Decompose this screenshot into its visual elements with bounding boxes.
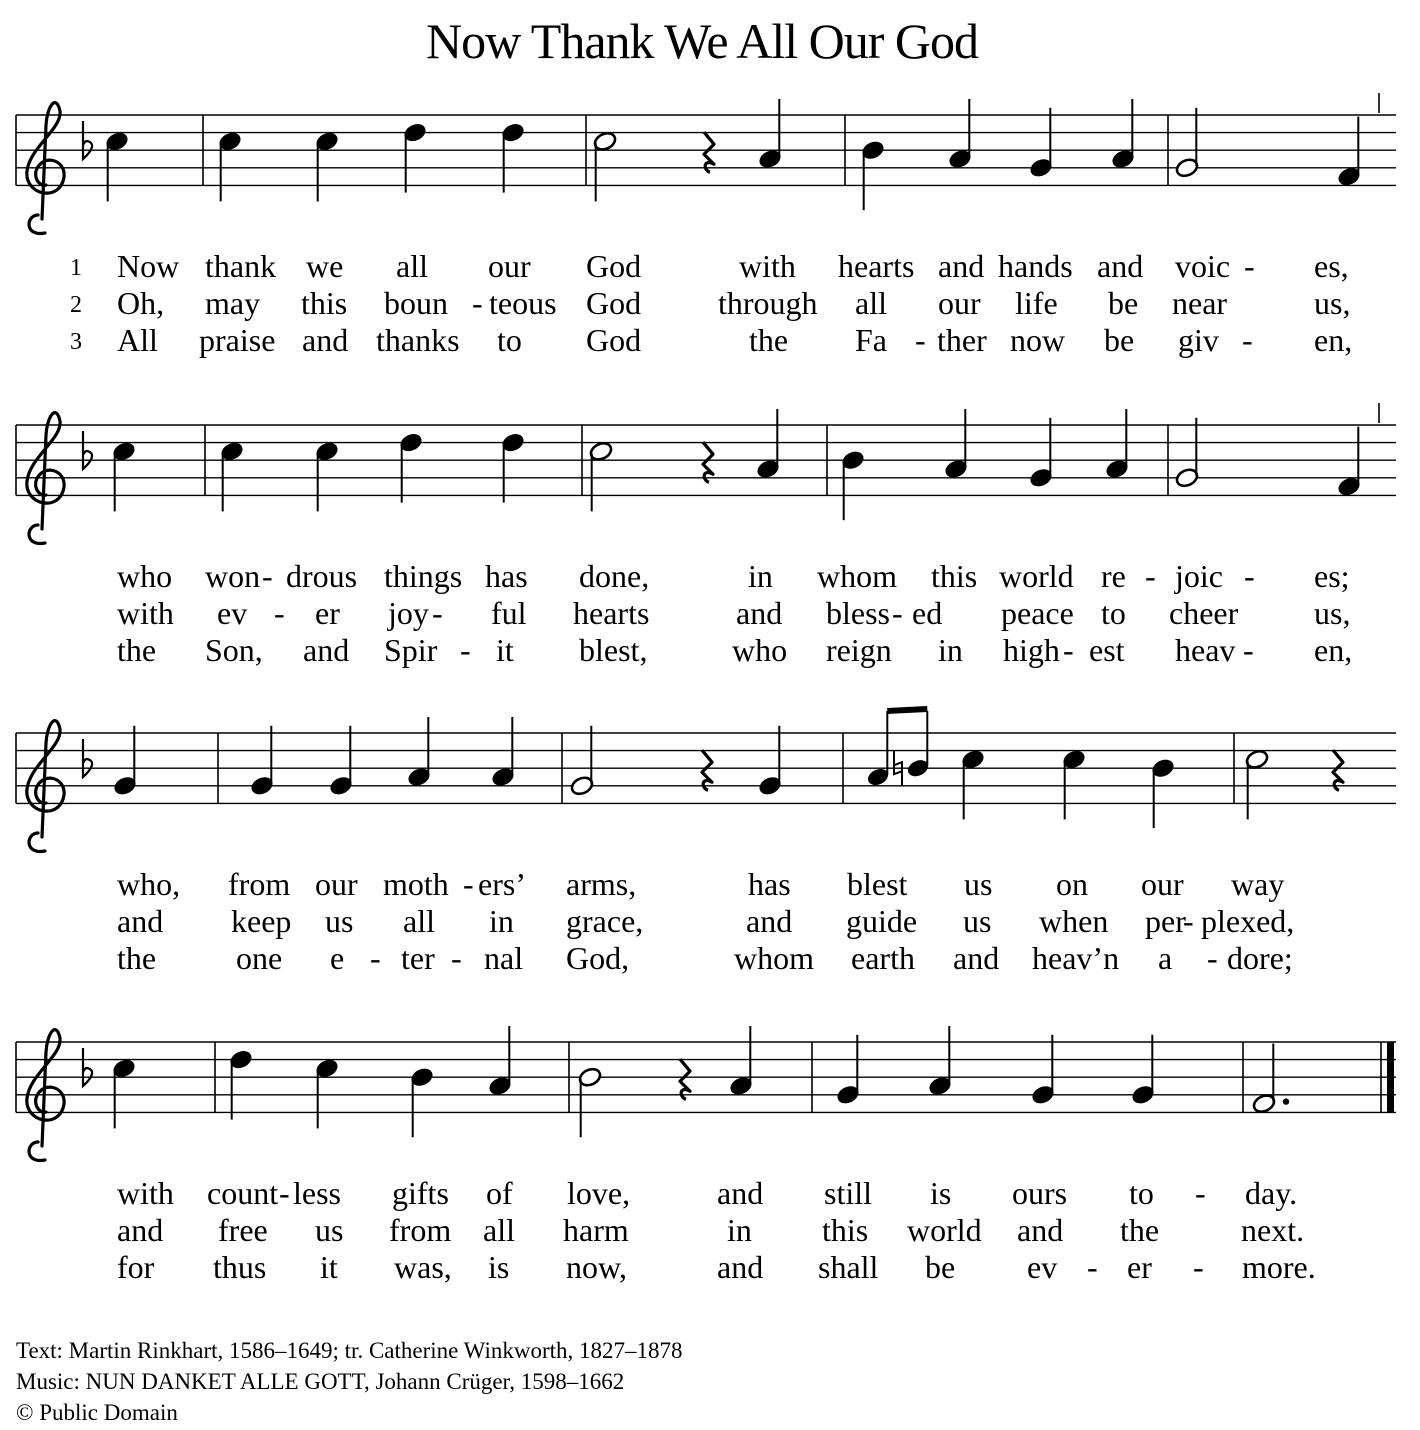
- lyric-syllable: hearts: [838, 248, 915, 284]
- quarter-note: [228, 1048, 253, 1119]
- quarter-note: [328, 726, 353, 797]
- lyric-syllable: may: [205, 285, 261, 321]
- lyrics-system-2: [0, 560, 1420, 680]
- half-note: [1174, 418, 1199, 489]
- lyric-syllable: to: [1129, 1175, 1154, 1211]
- lyric-syllable: is: [488, 1249, 510, 1285]
- lyric-syllable: God: [586, 322, 642, 358]
- lyric-syllable: more.: [1242, 1249, 1316, 1285]
- flat-key-signature-icon: [83, 431, 92, 469]
- lyric-syllable: us,: [1314, 285, 1351, 321]
- lyric-syllable: next.: [1241, 1212, 1305, 1248]
- lyric-syllable: Now: [117, 248, 180, 284]
- lyric-syllable: es,: [1314, 248, 1349, 284]
- quarter-note: [1150, 757, 1175, 828]
- music-staff-2: [0, 390, 1420, 530]
- quarter-note: [402, 121, 427, 192]
- quarter-note: [104, 130, 129, 201]
- quarter-note: [1028, 418, 1053, 489]
- lyric-syllable: in: [727, 1212, 752, 1248]
- text-credit: Text: Martin Rinkhart, 1586–1649; tr. Catherine Winkworth, 1827–1878: [16, 1338, 683, 1363]
- syllable-hyphen: -: [1183, 903, 1194, 939]
- syllable-hyphen: -: [262, 558, 273, 594]
- lyric-syllable: all: [855, 285, 887, 321]
- lyric-syllable: and: [303, 632, 350, 668]
- lyric-syllable: nal: [484, 940, 524, 976]
- verse-number: 3: [70, 329, 82, 355]
- lyric-syllable: ed: [912, 595, 943, 631]
- lyric-syllable: re: [1101, 558, 1126, 594]
- lyric-syllable: Oh,: [117, 285, 165, 321]
- lyric-syllable: be: [1108, 285, 1139, 321]
- lyric-syllable: heav: [1175, 632, 1236, 668]
- quarter-note: [860, 139, 885, 210]
- lyric-syllable: with: [117, 595, 174, 631]
- syllable-hyphen: -: [370, 940, 381, 976]
- lyric-syllable: ful: [491, 595, 527, 631]
- lyric-syllable: bless: [826, 595, 890, 631]
- syllable-hyphen: -: [1207, 940, 1218, 976]
- lyric-syllable: us: [325, 903, 354, 939]
- half-note: [1244, 748, 1269, 819]
- lyric-syllable: en,: [1314, 322, 1353, 358]
- lyric-syllable: the: [749, 322, 789, 358]
- quarter-note: [314, 1057, 339, 1128]
- half-note: [592, 130, 617, 201]
- lyric-syllable: it: [496, 632, 514, 668]
- lyric-syllable: love,: [567, 1175, 631, 1211]
- quarter-note: [219, 440, 244, 511]
- lyric-syllable: plexed,: [1201, 903, 1295, 939]
- syllable-hyphen: -: [279, 1175, 290, 1211]
- flat-key-signature-icon: [83, 739, 92, 777]
- quarter-note: [112, 726, 137, 797]
- quarter-note: [111, 440, 136, 511]
- lyric-syllable: for: [117, 1249, 155, 1285]
- lyric-syllable: est: [1089, 632, 1125, 668]
- lyric-syllable: arms,: [566, 866, 637, 902]
- quarter-note: [409, 1066, 434, 1137]
- quarter-note: [943, 409, 968, 480]
- lyric-syllable: earth: [851, 940, 915, 976]
- lyric-syllable: hands: [998, 248, 1073, 284]
- lyric-syllable: ers’: [478, 866, 526, 902]
- lyric-syllable: keep: [231, 903, 292, 939]
- flat-key-signature-icon: [83, 121, 92, 159]
- lyric-syllable: whom: [734, 940, 814, 976]
- quarter-note: [500, 431, 525, 502]
- syllable-hyphen: -: [460, 632, 471, 668]
- quarter-note: [728, 1026, 753, 1097]
- quarter-note: [314, 440, 339, 511]
- lyric-syllable: in: [748, 558, 773, 594]
- final-barline-thick: [1387, 1042, 1394, 1112]
- lyric-syllable: harm: [563, 1212, 629, 1248]
- quarter-note: [960, 748, 985, 819]
- quarter-note: [487, 1026, 512, 1097]
- verse-number: 1: [70, 255, 82, 281]
- quarter-note: [398, 431, 423, 502]
- quarter-note: [927, 1026, 952, 1097]
- quarter-note: [406, 717, 431, 788]
- lyric-syllable: world: [907, 1212, 982, 1248]
- lyric-syllable: to: [1101, 595, 1126, 631]
- lyric-syllable: peace: [1001, 595, 1074, 631]
- lyric-syllable: of: [486, 1175, 513, 1211]
- music-staff-1: [0, 80, 1420, 220]
- lyric-syllable: giv: [1178, 322, 1219, 358]
- lyric-syllable: this: [301, 285, 348, 321]
- lyrics-system-3: [0, 868, 1420, 988]
- lyric-syllable: our: [1141, 866, 1184, 902]
- lyric-syllable: world: [999, 558, 1074, 594]
- credits: [16, 1335, 683, 1428]
- hymn-title: Now Thank We All Our God: [425, 13, 979, 69]
- lyric-syllable: Son,: [205, 632, 263, 668]
- lyric-syllable: in: [938, 632, 963, 668]
- lyric-syllable: ther: [937, 322, 987, 358]
- lyric-syllable: All: [117, 322, 158, 358]
- lyric-syllable: and: [1097, 248, 1144, 284]
- syllable-hyphen: -: [1244, 248, 1255, 284]
- quarter-note: [1130, 1035, 1155, 1106]
- lyric-syllable: still: [824, 1175, 873, 1211]
- quarter-rest-icon: [1333, 750, 1343, 790]
- quarter-rest-icon: [702, 750, 712, 790]
- lyric-syllable: grace,: [566, 903, 644, 939]
- syllable-hyphen: -: [1244, 558, 1255, 594]
- lyric-syllable: us,: [1314, 595, 1351, 631]
- music-staff-4: [0, 1007, 1420, 1147]
- lyric-syllable: and: [117, 903, 164, 939]
- quarter-note: [840, 449, 865, 520]
- lyric-syllable: shall: [818, 1249, 879, 1285]
- syllable-hyphen: -: [463, 866, 474, 902]
- quarter-rest-icon: [680, 1059, 690, 1099]
- lyric-syllable: us: [315, 1212, 344, 1248]
- syllable-hyphen: -: [451, 940, 462, 976]
- lyric-syllable: with: [117, 1175, 174, 1211]
- quarter-rest-icon: [704, 132, 714, 172]
- flat-key-signature-icon: [83, 1048, 92, 1086]
- lyric-syllable: count: [207, 1175, 279, 1211]
- lyrics-system-4: [0, 1177, 1420, 1297]
- lyric-syllable: and: [746, 903, 793, 939]
- lyric-syllable: reign: [826, 632, 892, 668]
- lyric-syllable: way: [1231, 866, 1285, 902]
- quarter-note: [1030, 1035, 1055, 1106]
- dotted-half-note: [1251, 1044, 1289, 1115]
- lyric-syllable: one: [236, 940, 283, 976]
- lyric-syllable: now: [1010, 322, 1066, 358]
- lyric-syllable: es;: [1314, 558, 1350, 594]
- lyric-syllable: was,: [394, 1249, 452, 1285]
- lyric-syllable: and: [736, 595, 783, 631]
- lyric-syllable: when: [1039, 903, 1109, 939]
- lyric-syllable: high: [1003, 632, 1060, 668]
- quarter-note: [217, 130, 242, 201]
- quarter-note: [1336, 117, 1361, 188]
- lyric-syllable: has: [748, 866, 791, 902]
- lyric-syllable: er: [1127, 1249, 1152, 1285]
- lyric-syllable: dore;: [1227, 940, 1293, 976]
- lyric-syllable: ours: [1012, 1175, 1068, 1211]
- lyric-syllable: less: [293, 1175, 341, 1211]
- lyric-syllable: it: [320, 1249, 338, 1285]
- quarter-note: [1061, 748, 1086, 819]
- lyric-syllable: boun: [384, 285, 448, 321]
- lyric-syllable: drous: [286, 558, 358, 594]
- lyric-syllable: won: [205, 558, 261, 594]
- lyric-syllable: who: [732, 632, 788, 668]
- lyric-syllable: praise: [199, 322, 276, 358]
- syllable-hyphen: -: [1087, 1249, 1098, 1285]
- quarter-note: [314, 130, 339, 201]
- syllable-hyphen: -: [472, 285, 483, 321]
- copyright-notice: © Public Domain: [16, 1400, 178, 1425]
- lyrics-system-1: [0, 250, 1420, 370]
- lyric-syllable: a: [1158, 940, 1173, 976]
- syllable-hyphen: -: [915, 322, 926, 358]
- lyric-syllable: has: [485, 558, 528, 594]
- half-note: [588, 440, 613, 511]
- lyric-syllable: who: [117, 558, 173, 594]
- lyric-syllable: all: [396, 248, 428, 284]
- lyric-syllable: moth: [383, 866, 449, 902]
- lyric-syllable: ter: [401, 940, 435, 976]
- music-staff-3: [0, 698, 1420, 838]
- quarter-note: [755, 409, 780, 480]
- quarter-note: [1104, 409, 1129, 480]
- lyric-syllable: is: [930, 1175, 952, 1211]
- lyric-syllable: gifts: [392, 1175, 449, 1211]
- quarter-note: [947, 99, 972, 170]
- quarter-note: [490, 717, 515, 788]
- lyric-syllable: on: [1056, 866, 1088, 902]
- lyric-syllable: the: [117, 940, 157, 976]
- quarter-note: [1336, 427, 1361, 498]
- quarter-note: [111, 1057, 136, 1128]
- lyric-syllable: whom: [817, 558, 897, 594]
- lyric-syllable: thus: [213, 1249, 267, 1285]
- quarter-note: [500, 121, 525, 192]
- lyric-syllable: and: [302, 322, 349, 358]
- lyric-syllable: blest: [847, 866, 908, 902]
- syllable-hyphen: -: [1242, 322, 1253, 358]
- quarter-note: [835, 1035, 860, 1106]
- syllable-hyphen: -: [892, 595, 903, 631]
- lyric-syllable: day.: [1245, 1175, 1298, 1211]
- lyric-syllable: all: [403, 903, 435, 939]
- syllable-hyphen: -: [432, 595, 443, 631]
- lyric-syllable: ev: [1027, 1249, 1058, 1285]
- lyric-syllable: life: [1015, 285, 1058, 321]
- lyric-syllable: the: [1120, 1212, 1160, 1248]
- lyric-syllable: Spir: [384, 632, 438, 668]
- lyric-syllable: this: [822, 1212, 869, 1248]
- lyric-syllable: to: [497, 322, 522, 358]
- lyric-syllable: er: [315, 595, 340, 631]
- lyric-syllable: this: [931, 558, 978, 594]
- lyric-syllable: and: [717, 1249, 764, 1285]
- half-note: [569, 726, 594, 797]
- lyric-syllable: done,: [579, 558, 650, 594]
- lyric-syllable: be: [925, 1249, 956, 1285]
- quarter-note: [1110, 99, 1135, 170]
- lyric-syllable: e: [330, 940, 345, 976]
- lyric-syllable: ev: [217, 595, 248, 631]
- lyric-syllable: heav’n: [1032, 940, 1120, 976]
- verse-number: 2: [70, 292, 82, 318]
- lyric-syllable: us: [964, 866, 993, 902]
- lyric-syllable: we: [306, 248, 344, 284]
- lyric-syllable: teous: [489, 285, 557, 321]
- quarter-note: [757, 726, 782, 797]
- syllable-hyphen: -: [1195, 1175, 1206, 1211]
- lyric-syllable: now,: [566, 1249, 628, 1285]
- lyric-syllable: free: [218, 1212, 268, 1248]
- lyric-syllable: God,: [566, 940, 630, 976]
- lyric-syllable: hearts: [573, 595, 650, 631]
- lyric-syllable: our: [488, 248, 531, 284]
- quarter-note: [757, 99, 782, 170]
- lyric-syllable: from: [228, 866, 291, 902]
- lyric-syllable: joy: [388, 595, 429, 631]
- lyric-syllable: from: [389, 1212, 452, 1248]
- syllable-hyphen: -: [1063, 632, 1074, 668]
- lyric-syllable: en,: [1314, 632, 1353, 668]
- lyric-syllable: and: [717, 1175, 764, 1211]
- music-credit: Music: NUN DANKET ALLE GOTT, Johann Crüger, 1598–1662: [16, 1369, 625, 1394]
- quarter-rest-icon: [703, 442, 713, 482]
- half-note: [1174, 108, 1199, 179]
- lyric-syllable: our: [315, 866, 358, 902]
- lyric-syllable: our: [938, 285, 981, 321]
- lyric-syllable: blest,: [579, 632, 648, 668]
- lyric-syllable: be: [1104, 322, 1135, 358]
- lyric-syllable: who,: [117, 866, 181, 902]
- lyric-syllable: per: [1145, 903, 1186, 939]
- lyric-syllable: and: [953, 940, 1000, 976]
- lyric-syllable: Fa: [855, 322, 887, 358]
- quarter-note: [1028, 108, 1053, 179]
- quarter-note: [249, 726, 274, 797]
- lyric-syllable: God: [586, 248, 642, 284]
- lyric-syllable: the: [117, 632, 157, 668]
- lyric-syllable: with: [739, 248, 796, 284]
- lyric-syllable: through: [718, 285, 818, 321]
- lyric-syllable: us: [963, 903, 992, 939]
- syllable-hyphen: -: [1243, 632, 1254, 668]
- lyric-syllable: and: [938, 248, 985, 284]
- lyric-syllable: guide: [846, 903, 918, 939]
- syllable-hyphen: -: [274, 595, 285, 631]
- lyric-syllable: joic: [1175, 558, 1223, 594]
- beamed-eighth-notes: [865, 709, 930, 788]
- lyric-syllable: thanks: [376, 322, 460, 358]
- syllable-hyphen: -: [1193, 1249, 1204, 1285]
- lyric-syllable: near: [1172, 285, 1228, 321]
- lyric-syllable: and: [117, 1212, 164, 1248]
- lyric-syllable: things: [384, 558, 463, 594]
- syllable-hyphen: -: [1145, 558, 1156, 594]
- lyric-syllable: voic: [1175, 248, 1231, 284]
- half-note: [577, 1066, 602, 1137]
- lyric-syllable: all: [483, 1212, 515, 1248]
- lyric-syllable: cheer: [1169, 595, 1239, 631]
- lyric-syllable: and: [1017, 1212, 1064, 1248]
- lyric-syllable: thank: [205, 248, 277, 284]
- lyric-syllable: in: [489, 903, 514, 939]
- lyric-syllable: God: [586, 285, 642, 321]
